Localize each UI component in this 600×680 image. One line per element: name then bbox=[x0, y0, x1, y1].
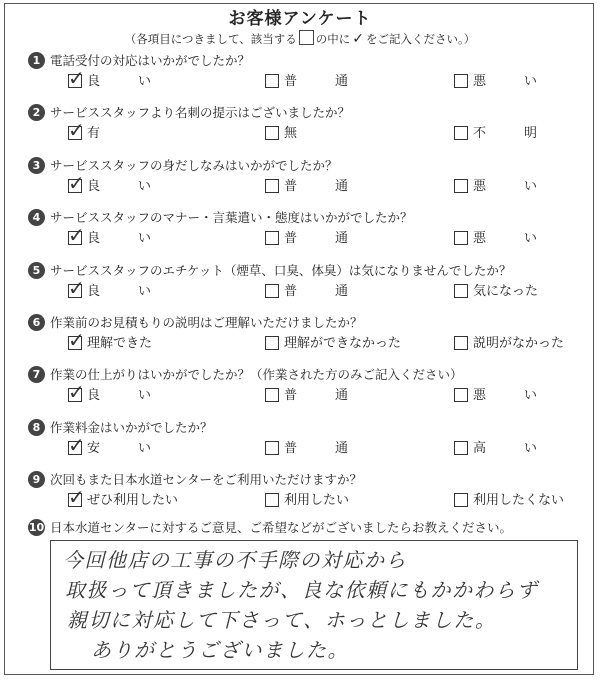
checkbox-icon[interactable] bbox=[68, 432, 85, 457]
option-label: 安い bbox=[87, 440, 190, 456]
checkbox-icon[interactable] bbox=[68, 118, 85, 143]
instruction-middle: の中に bbox=[315, 32, 351, 46]
checkbox-icon[interactable] bbox=[68, 380, 85, 405]
checkmark-icon: ✓ bbox=[68, 380, 85, 405]
checkbox-icon[interactable] bbox=[265, 126, 279, 140]
option-label: 利用したい bbox=[284, 493, 350, 509]
question-number: 6 bbox=[28, 314, 45, 331]
question-text: 作業の仕上がりはいかがでしたか？（作業された方のみご記入ください） bbox=[50, 367, 463, 383]
option-label: 悪い bbox=[473, 231, 576, 247]
question-number: 10 bbox=[28, 521, 45, 534]
checkmark-icon: ✓ bbox=[68, 118, 85, 143]
checkmark-sample-icon: ✓ bbox=[352, 31, 365, 47]
option-label: 良い bbox=[87, 283, 190, 299]
option-label: 不明 bbox=[473, 126, 576, 142]
option-label: 利用したくない bbox=[473, 493, 565, 509]
question-text: 作業料金はいかがでしたか？ bbox=[50, 419, 213, 435]
question-text: 作業前のお見積もりの説明はご理解いただけましたか？ bbox=[50, 315, 363, 330]
checkbox-icon[interactable] bbox=[68, 170, 85, 195]
comment-line: 取扱って頂きましたが、良な依頼にもかかわらず bbox=[65, 578, 538, 602]
comment-line: ありがとうございました。 bbox=[91, 638, 349, 662]
question-6 bbox=[28, 314, 588, 368]
checkbox-icon[interactable] bbox=[454, 284, 468, 298]
question-text: サービススタッフのマナー・言葉遣い・態度はいかがでしたか？ bbox=[50, 210, 413, 226]
checkbox-sample-icon bbox=[299, 30, 314, 45]
question-text: 電話受付の対応はいかがでしたか？ bbox=[50, 53, 251, 68]
option-label: 理解ができなかった bbox=[284, 336, 402, 351]
checkbox-icon[interactable] bbox=[454, 336, 468, 350]
question-text: 次回もまた日本水道センターをご利用いただけますか？ bbox=[50, 472, 363, 488]
handwritten-comment bbox=[63, 545, 573, 665]
question-number: 2 bbox=[28, 104, 45, 121]
checkbox-icon[interactable] bbox=[454, 388, 468, 402]
checkbox-icon[interactable] bbox=[454, 179, 468, 193]
checkbox-icon[interactable] bbox=[265, 231, 279, 245]
option-label: 普通 bbox=[284, 283, 387, 299]
checkbox-icon[interactable] bbox=[68, 66, 85, 90]
instruction-before: （各項目につきまして、該当する bbox=[124, 32, 297, 46]
comment-line: 親切に対応して下さって、ホっとしました。 bbox=[67, 608, 497, 632]
checkmark-icon: ✓ bbox=[68, 328, 85, 352]
checkmark-icon: ✓ bbox=[68, 223, 85, 248]
checkmark-icon: ✓ bbox=[68, 485, 85, 510]
question-text: 日本水道センターに対するご意見、ご希望などがございましたらお教えください。 bbox=[50, 520, 513, 535]
question-number: 3 bbox=[28, 157, 45, 174]
option-label: 高い bbox=[473, 440, 576, 456]
question-number: 5 bbox=[28, 262, 45, 279]
option-label: 悪い bbox=[473, 388, 576, 404]
question-2 bbox=[28, 104, 588, 158]
checkbox-icon[interactable] bbox=[265, 74, 279, 88]
question-text: サービススタッフの身だしなみはいかがでしたか？ bbox=[50, 157, 338, 173]
option-label: 有 bbox=[87, 126, 101, 142]
question-number: 4 bbox=[28, 209, 45, 226]
comment-textarea[interactable] bbox=[50, 540, 578, 670]
checkbox-icon[interactable] bbox=[265, 336, 279, 350]
question-5 bbox=[28, 262, 588, 316]
option-label: 良い bbox=[87, 74, 190, 89]
option-label: 良い bbox=[87, 388, 190, 404]
instruction-after: をご記入ください。） bbox=[366, 32, 476, 46]
checkbox-icon[interactable] bbox=[265, 388, 279, 402]
survey-title: お客様アンケート bbox=[228, 9, 372, 29]
checkbox-icon[interactable] bbox=[68, 328, 85, 352]
option-label: 普通 bbox=[284, 440, 387, 456]
option-label: 普通 bbox=[284, 388, 387, 404]
checkbox-icon[interactable] bbox=[265, 441, 279, 455]
checkbox-icon[interactable] bbox=[454, 493, 468, 507]
question-4 bbox=[28, 209, 588, 263]
option-label: 普通 bbox=[284, 231, 387, 247]
checkbox-icon[interactable] bbox=[68, 275, 85, 300]
checkbox-icon[interactable] bbox=[265, 179, 279, 193]
question-number: 1 bbox=[28, 52, 45, 69]
checkmark-icon: ✓ bbox=[68, 170, 85, 195]
question-9 bbox=[28, 471, 588, 525]
checkbox-icon[interactable] bbox=[68, 223, 85, 248]
question-7 bbox=[28, 366, 588, 420]
question-number: 9 bbox=[28, 471, 45, 488]
comment-line: 今回他店の工事の不手際の対応から bbox=[63, 548, 407, 572]
checkmark-icon: ✓ bbox=[68, 275, 85, 300]
question-number: 7 bbox=[28, 366, 45, 383]
checkbox-icon[interactable] bbox=[454, 231, 468, 245]
option-label: ぜひ利用したい bbox=[87, 493, 179, 509]
question-text: サービススタッフのエチケット（煙草、口臭、体臭）は気になりませんでしたか？ bbox=[50, 262, 512, 278]
option-label: 普通 bbox=[284, 178, 387, 194]
instruction-text bbox=[0, 30, 600, 47]
checkmark-icon: ✓ bbox=[68, 66, 85, 90]
checkbox-icon[interactable] bbox=[265, 284, 279, 298]
option-label: 理解できた bbox=[87, 336, 153, 351]
question-8 bbox=[28, 419, 588, 473]
option-label: 気になった bbox=[473, 283, 539, 299]
option-label: 説明がなかった bbox=[473, 336, 565, 351]
checkbox-icon[interactable] bbox=[265, 493, 279, 507]
option-label: 良い bbox=[87, 178, 190, 194]
option-label: 無 bbox=[284, 126, 298, 142]
option-label: 良い bbox=[87, 231, 190, 247]
option-label: 悪い bbox=[473, 178, 576, 194]
checkbox-icon[interactable] bbox=[454, 74, 468, 88]
checkbox-icon[interactable] bbox=[454, 441, 468, 455]
option-label: 普通 bbox=[284, 74, 387, 89]
question-3 bbox=[28, 157, 588, 211]
checkbox-icon[interactable] bbox=[454, 126, 468, 140]
question-text: サービススタッフより名刺の提示はございましたか？ bbox=[50, 105, 351, 121]
option-label: 悪い bbox=[473, 74, 576, 89]
checkmark-icon: ✓ bbox=[68, 432, 85, 457]
checkbox-icon[interactable] bbox=[68, 485, 85, 510]
question-1 bbox=[28, 52, 588, 106]
question-number: 8 bbox=[28, 419, 45, 436]
